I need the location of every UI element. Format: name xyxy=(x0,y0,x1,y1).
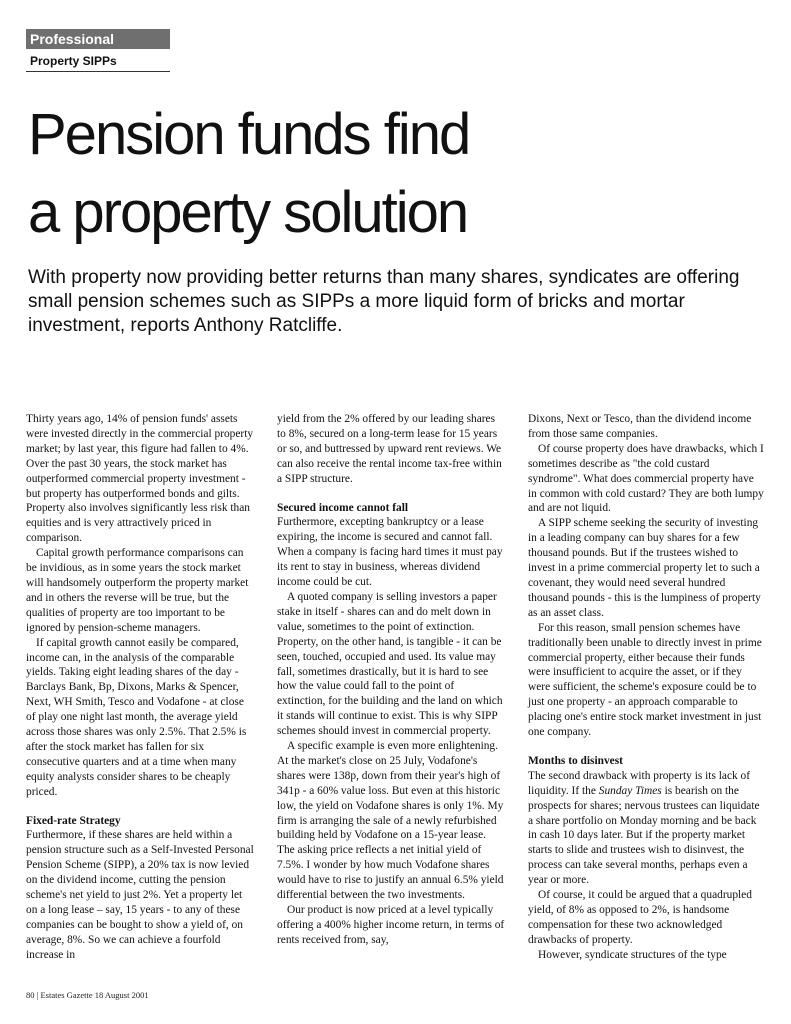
publication-title: Sunday Times xyxy=(598,784,662,797)
paragraph: However, syndicate structures of the type xyxy=(538,948,727,961)
text-run: is bearish on the prospects for shares; nervous trustees can liquidate a share portfolio on Monday morning and be back in cash 10 days later. But if the property market starts to slide and trustees wish to disinvest, the process can take several months, perhaps even a year or more. xyxy=(528,784,760,887)
text-run: The second drawback with property is its lack of liquidity. If the xyxy=(528,769,751,797)
paragraph: Furthermore, if these shares are held within a pension structure such as a Self-Invested Personal Pension Scheme (SIPP), a 20% tax is now levied on the dividend income, cutting the pension scheme's net yield to just 2%. Yet a property let on a long lease – say, 15 years - to any of these companies can be bought to show a yield of, on average, 8%. So we can achieve a fourfold increase in xyxy=(26,829,254,961)
article-column-2 xyxy=(277,412,505,948)
subheading-fixed-rate: Fixed-rate Strategy xyxy=(26,814,121,827)
paragraph: Furthermore, excepting bankruptcy or a lease expiring, the income is secured and cannot fall. When a company is facing hard times it must pay its rent to stay in business, whereas dividend income could be cut. xyxy=(277,516,503,589)
paragraph: Capital growth performance comparisons can be invidious, as in some years the stock market will handsomely outperform the property market and in others the reverse will be true, but the qualities of property are too important to be ignored by pension-scheme managers. xyxy=(26,547,249,634)
paragraph: A quoted company is selling investors a paper stake in itself - shares can and do melt down in value, sometimes to the point of extinction. Property, on the other hand, is tangible - it can be seen, touched, occupied and used. Its value may fall, sometimes drastically, but it is hard to see how the value could fall to the point of extinction, for the building and the land on which it stands will continue to exist. This is why SIPP schemes should invest in commercial property. xyxy=(277,590,503,738)
section-label: Professional xyxy=(26,29,170,49)
paragraph: A specific example is even more enlightening. At the market's close on 25 July, Vodafone's shares were 138p, down from their year's high of 341p - a 60% value loss. But even at this historic low, the yield on Vodafone shares is only 1%. My firm is arranging the sale of a newly refurbished building held by Vodafone on a 15-year lease. The asking price reflects a net initial yield of 7.5%. I wonder by how much Vodafone shares would have to rise to justify an annual 6.5% yield differential between the two investments. xyxy=(277,740,504,902)
paragraph: If capital growth cannot easily be compared, income can, in the analysis of the comparable yields. Taking eight leading shares of the day - Barclays Bank, Bp, Dixons, Marks & Spencer, Next, WH Smith, Tesco and Vodafone - at close of play one night last month, the average yield across those shares was only 2.5%. That 2.5% is after the stock market has fallen for six consecutive quarters and at a time when many equity analysts consider shares to be cheaply priced. xyxy=(26,636,247,798)
paragraph: Of course property does have drawbacks, which I sometimes describe as "the cold custard syndrome". What does commercial property have in common with cold custard? They are both lumpy and are not liquid. xyxy=(528,442,764,515)
headline-line-1: Pension funds find xyxy=(28,102,470,167)
paragraph: For this reason, small pension schemes have traditionally been unable to directly invest in prime commercial property, either because their funds were insufficient to acquire the asset, or if they were sufficient, the scheme's exposure could be to just one property - an approach comparable to placing one's entire stock market investment in just one company. xyxy=(528,621,762,739)
paragraph: yield from the 2% offered by our leading shares to 8%, secured on a long-term lease for 15 years or so, and buttressed by upward rent reviews. We can also receive the rental income tax-free within a SIPP structure. xyxy=(277,413,502,485)
subsection-label: Property SIPPs xyxy=(26,50,170,72)
article-column-1 xyxy=(26,412,254,963)
subheading-secured-income: Secured income cannot fall xyxy=(277,501,409,514)
page-footer: 80 | Estates Gazette 18 August 2001 xyxy=(26,990,149,1000)
paragraph: Of course, it could be argued that a quadrupled yield, of 8% as opposed to 2%, is handsome compensation for these two acknowledged drawbacks of property. xyxy=(528,889,752,946)
paragraph: Thirty years ago, 14% of pension funds' assets were invested directly in the commercial property market; by last year, this figure had fallen to 4%. Over the past 30 years, the stock market has outperformed commercial property investment - but property has outperformed bonds and gilts. Property also involves significantly less risk than equities and is very attractively priced in comparison. xyxy=(26,413,254,545)
article-column-3 xyxy=(528,412,764,963)
headline-line-2: a property solution xyxy=(28,180,468,245)
standfirst: With property now providing better returns than many shares, syndicates are offering small pension schemes such as SIPPs a more liquid form of bricks and mortar investment, reports Anthony Ratcliffe. xyxy=(28,267,740,336)
paragraph: Dixons, Next or Tesco, than the dividend income from those same companies. xyxy=(528,413,752,440)
subheading-months-to-disinvest: Months to disinvest xyxy=(528,754,623,767)
paragraph xyxy=(528,769,764,888)
headline xyxy=(28,96,768,252)
paragraph: A SIPP scheme seeking the security of investing in a leading company can buy shares for a few thousand pounds. But if the trustees wished to invest in a prime commercial property let to such a covenant, they would need several hundred thousand pounds - this is the lumpiness of property as an asset class. xyxy=(528,517,761,619)
paragraph: Our product is now priced at a level typically offering a 400% higher income return, in terms of rents received from, say, xyxy=(277,904,505,946)
